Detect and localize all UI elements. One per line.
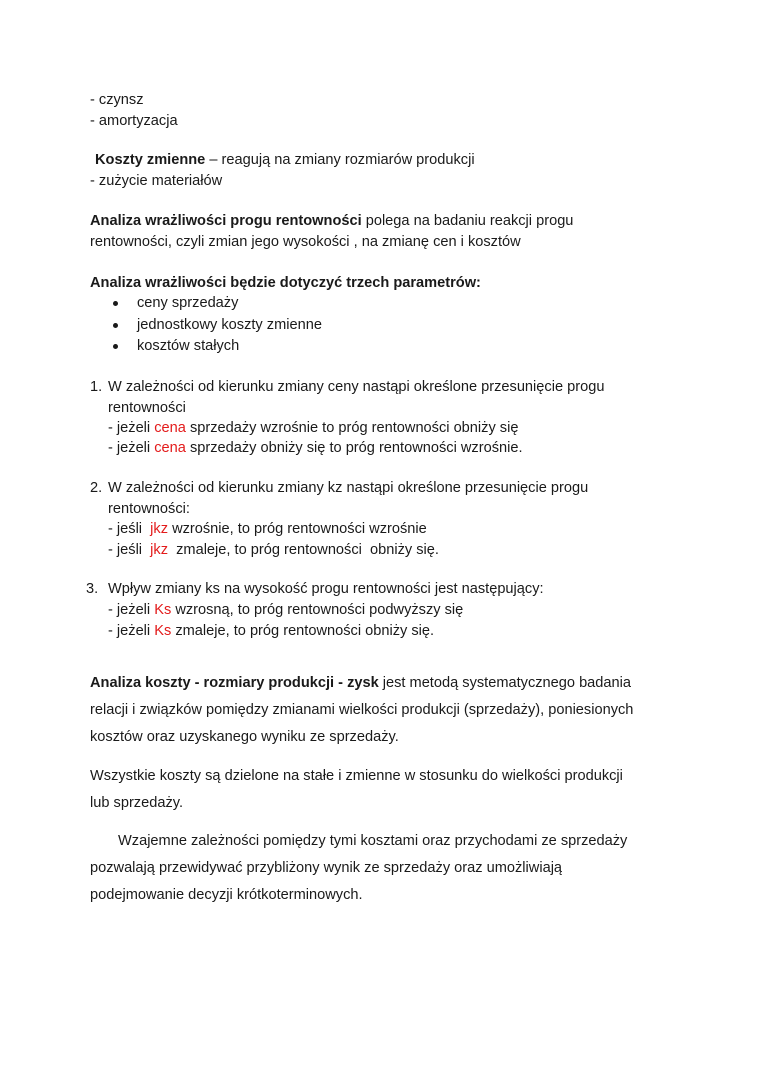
numbered-item-number: 2. xyxy=(90,480,103,496)
numbered-item-text: Wpływ zmiany ks na wysokość progu rentowności jest następujący: xyxy=(108,581,544,597)
numbered-item-text: W zależności od kierunku zmiany ceny nastąpi określone przesunięcie progu xyxy=(108,379,605,395)
highlight-text: Ks xyxy=(154,602,172,618)
numbered-item-text: rentowności: xyxy=(108,501,190,517)
cvp-paragraph-line: kosztów oraz uzyskanego wyniku ze sprzedaży. xyxy=(90,729,399,745)
list-item: - czynsz xyxy=(90,92,144,108)
highlight-text: Ks xyxy=(154,623,172,639)
variable-costs-paragraph xyxy=(95,150,475,170)
sub-item: - jeśli jkz zmaleje, to próg rentowności obniży się. xyxy=(108,542,439,558)
relations-paragraph: podejmowanie decyzji krótkoterminowych. xyxy=(90,887,363,903)
list-item: - zużycie materiałów xyxy=(90,173,223,189)
costs-division-paragraph: Wszystkie koszty są dzielone na stałe i zmienne w stosunku do wielkości produkcji xyxy=(90,768,623,784)
sub-item: - jeżeli Ks zmaleje, to próg rentowności obniży się. xyxy=(108,623,435,639)
bullet-icon xyxy=(113,323,118,328)
bullet-item: ceny sprzedaży xyxy=(137,295,239,311)
highlight-text: cena xyxy=(154,440,186,456)
relations-paragraph: Wzajemne zależności pomiędzy tymi kosztami oraz przychodami ze sprzedaży xyxy=(118,833,628,849)
bullet-item: jednostkowy koszty zmienne xyxy=(137,317,322,333)
numbered-item-number: 3. xyxy=(86,581,99,597)
cvp-paragraph-line: relacji i związków pomiędzy zmianami wielkości produkcji (sprzedaży), poniesionych xyxy=(90,702,634,718)
sub-item: - jeżeli cena sprzedaży obniży się to próg rentowności wzrośnie. xyxy=(108,440,523,456)
sensitivity-paragraph xyxy=(90,211,573,231)
bullet-icon xyxy=(113,344,118,349)
numbered-item-number: 1. xyxy=(90,379,103,395)
cvp-paragraph: Analiza koszty - rozmiary produkcji - zysk jest metodą systematycznego badania xyxy=(90,675,632,691)
numbered-item-text: rentowności xyxy=(108,400,186,416)
highlight-text: jkz xyxy=(150,521,169,537)
variable-costs-definition: – reagują na zmiany rozmiarów produkcji xyxy=(205,152,475,168)
sensitivity-heading: Analiza wrażliwości progu rentowności xyxy=(90,213,362,229)
highlight-text: jkz xyxy=(150,542,169,558)
list-item: - amortyzacja xyxy=(90,113,178,129)
cvp-heading: Analiza koszty - rozmiary produkcji - zysk xyxy=(90,675,379,691)
relations-paragraph: pozwalają przewidywać przybliżony wynik ze sprzedaży oraz umożliwiają xyxy=(90,860,563,876)
bullet-icon xyxy=(113,301,118,306)
costs-division-paragraph: lub sprzedaży. xyxy=(90,795,184,811)
sensitivity-text-continued: rentowności, czyli zmian jego wysokości , na zmianę cen i kosztów xyxy=(90,234,521,250)
sub-item: - jeśli jkz wzrośnie, to próg rentowności wzrośnie xyxy=(108,521,427,537)
bullet-item: kosztów stałych xyxy=(137,338,240,354)
highlight-text: cena xyxy=(154,420,186,436)
sub-item: - jeżeli Ks wzrosną, to próg rentowności podwyższy się xyxy=(108,602,464,618)
sub-item: - jeżeli cena sprzedaży wzrośnie to próg rentowności obniży się xyxy=(108,420,519,436)
sensitivity-text: polega na badaniu reakcji progu xyxy=(361,213,574,229)
numbered-item-text: W zależności od kierunku zmiany kz nastąpi określone przesunięcie progu xyxy=(108,480,589,496)
variable-costs-heading: Koszty zmienne xyxy=(95,152,206,168)
params-heading: Analiza wrażliwości będzie dotyczyć trzech parametrów: xyxy=(90,275,481,291)
